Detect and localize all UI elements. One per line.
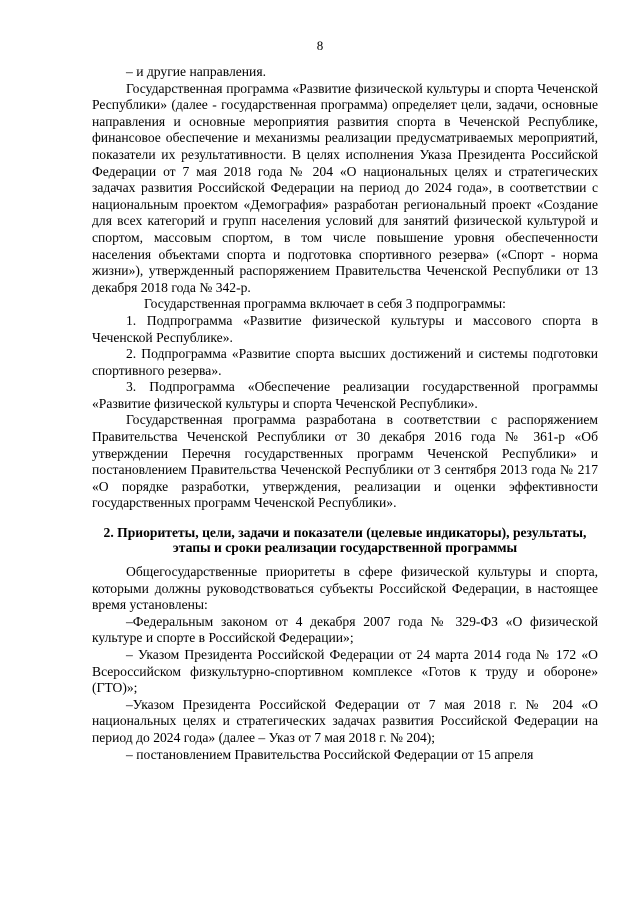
section-heading-priorities: 2. Приоритеты, цели, задачи и показатели (целевые индикаторы), результаты, этапы и сроки реализации государственной программы [103, 525, 587, 556]
subprogram-item-2: 2. Подпрограмма «Развитие спорта высших достижений и системы подготовки спортивного резерва». [92, 346, 598, 378]
paragraph-subprograms-intro: Государственная программа включает в себя 3 подпрограммы: [144, 296, 506, 312]
list-item-government-resolution: – постановлением Правительства Российской Федерации от 15 апреля [126, 746, 534, 762]
page-number: 8 [316, 38, 324, 53]
list-item-decree-204: –Указом Президента Российской Федерации от 7 мая 2018 г. № 204 «О национальных целях и стратегических задачах развития Российской Федерации на период до 2024 года» (далее – Указ от 7 мая 2018 г. № 204); [92, 696, 598, 745]
document-body [92, 64, 598, 763]
paragraph-other-directions: – и другие направления. [126, 64, 266, 79]
subprogram-item-3: 3. Подпрограмма «Обеспечение реализации государственной программы «Развитие физической культуры и спорта Чеченской Республики». [92, 379, 598, 411]
list-item-federal-law: –Федеральным законом от 4 декабря 2007 года № 329-ФЗ «О физической культуре и спорте в Российской Федерации»; [92, 613, 598, 646]
subprogram-item-1: 1. Подпрограмма «Развитие физической культуры и массового спорта в Чеченской Республике». [92, 312, 598, 345]
paragraph-program-description: Государственная программа «Развитие физической культуры и спорта Чеченской Республики» (далее - государственная программа) определяет цели, задачи, основные направления и основные мероприятия развития спорта в Чеченской Республике, финансовое обеспечение и механизмы реализации предусматриваемых мероприятий, показатели их результативности. В целях исполнения Указа Президента Российской Федерации от 7 мая 2018 года № 204 «О национальных целях и стратегических задачах развития Российской Федерации на период до 2024 года», в соответствии с национальным проектом «Демография» разработан региональный проект «Создание для всех категорий и групп населения условий для занятий физической культурой и спортом, массовым спортом, в том числе повышение уровня обеспеченности населения объектами спорта и подготовка спортивного резерва» («Спорт - норма жизни»), утвержденный распоряжением Правительства Чеченской Республики от 13 декабря 2018 года № 342-р. [92, 80, 598, 295]
list-item-decree-gto: – Указом Президента Российской Федерации от 24 марта 2014 года № 172 «О Всероссийском физкультурно-спортивном комплексе «Готов к труду и обороне» (ГТО)»; [92, 647, 598, 696]
paragraph-priorities-intro: Общегосударственные приоритеты в сфере физической культуры и спорта, которыми должны руководствоваться субъекты Российской Федерации, в настоящее время установлены: [92, 564, 598, 613]
paragraph-program-basis: Государственная программа разработана в соответствии с распоряжением Правительства Чеченской Республики от 30 декабря 2016 года № 361-р «Об утверждении Перечня государственных программ Чеченской Республики» и постановлением Правительства Чеченской Республики от 3 сентября 2013 года № 217 «О порядке разработки, утверждения, реализации и оценки эффективности государственных программ Чеченской Республики». [92, 412, 598, 511]
